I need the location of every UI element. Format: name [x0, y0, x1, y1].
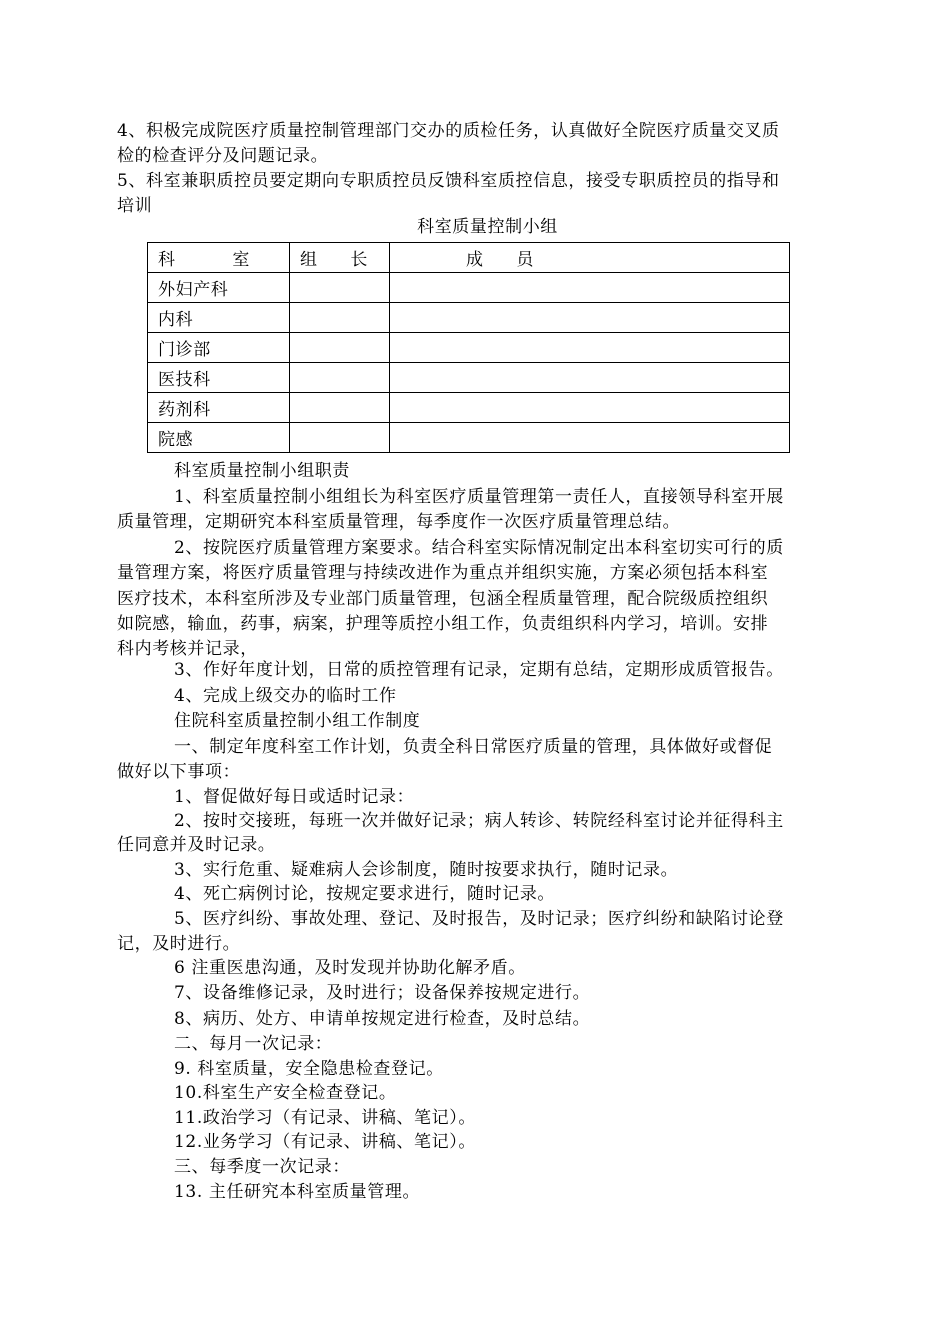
rules-line: 3、实行危重、疑难病人会诊制度，随时按要求执行，随时记录。 — [174, 860, 679, 880]
rules-line: 1、督促做好每日或适时记录： — [174, 787, 415, 807]
duties-line: 如院感，输血，药事，病案，护理等质控小组工作，负责组织科内学习，培训。安排 — [117, 614, 769, 634]
rules-line: 12.业务学习（有记录、讲稿、笔记）。 — [174, 1132, 476, 1152]
cell-department: 药剂科 — [148, 393, 290, 423]
table-row — [148, 303, 790, 333]
cell-members — [390, 333, 790, 363]
quality-control-table — [147, 242, 790, 453]
duties-line: 2、按院医疗质量管理方案要求。结合科室实际情况制定出本科室切实可行的质 — [174, 538, 784, 558]
cell-department: 院感 — [148, 423, 290, 453]
rules-line: 10.科室生产安全检查登记。 — [174, 1083, 397, 1103]
rules-line: 任同意并及时记录。 — [117, 835, 276, 855]
rules-line: 三、每季度一次记录： — [174, 1157, 350, 1177]
duties-line: 量管理方案，将医疗质量管理与持续改进作为重点并组织实施，方案必须包括本科室 — [117, 563, 769, 583]
duties-line: 医疗技术，本科室所涉及专业部门质量管理，包涵全程质量管理，配合院级质控组织 — [117, 589, 769, 609]
header-members: 成 员 — [390, 243, 790, 273]
item4-line2: 检的检查评分及问题记录。 — [117, 146, 329, 166]
rules-line: 二、每月一次记录： — [174, 1034, 333, 1054]
rules-line: 做好以下事项： — [117, 762, 241, 782]
cell-leader — [290, 273, 390, 303]
rules-line: 4、死亡病例讨论，按规定要求进行，随时记录。 — [174, 884, 556, 904]
cell-department: 内科 — [148, 303, 290, 333]
rules-title: 住院科室质量控制小组工作制度 — [174, 711, 421, 731]
rules-line: 9. 科室质量，安全隐患检查登记。 — [174, 1059, 444, 1079]
duties-line: 4、完成上级交办的临时工作 — [174, 686, 397, 706]
table-row — [148, 273, 790, 303]
table-row — [148, 423, 790, 453]
rules-line: 11.政治学习（有记录、讲稿、笔记）。 — [174, 1108, 476, 1128]
cell-leader — [290, 393, 390, 423]
cell-members — [390, 273, 790, 303]
cell-members — [390, 303, 790, 333]
cell-leader — [290, 333, 390, 363]
rules-line: 8、病历、处方、申请单按规定进行检查，及时总结。 — [174, 1009, 591, 1029]
item4-line1: 4、积极完成院医疗质量控制管理部门交办的质检任务，认真做好全院医疗质量交叉质 — [117, 121, 780, 141]
rules-line: 13. 主任研究本科室质量管理。 — [174, 1182, 421, 1202]
cell-members — [390, 423, 790, 453]
rules-line: 7、设备维修记录，及时进行；设备保养按规定进行。 — [174, 983, 591, 1003]
duties-line: 质量管理，定期研究本科室质量管理，每季度作一次医疗质量管理总结。 — [117, 512, 681, 532]
table-header-row — [148, 243, 790, 273]
cell-leader — [290, 363, 390, 393]
item5-line1: 5、科室兼职质控员要定期向专职质控员反馈科室质控信息，接受专职质控员的指导和 — [117, 171, 780, 191]
rules-line: 一、制定年度科室工作计划，负责全科日常医疗质量的管理，具体做好或督促 — [174, 737, 773, 757]
header-department: 科 室 — [148, 243, 290, 273]
table-row — [148, 363, 790, 393]
cell-department: 外妇产科 — [148, 273, 290, 303]
header-leader: 组 长 — [290, 243, 390, 273]
duties-line: 3、作好年度计划，日常的质控管理有记录，定期有总结，定期形成质管报告。 — [174, 660, 784, 680]
cell-leader — [290, 303, 390, 333]
duties-title: 科室质量控制小组职责 — [174, 461, 350, 481]
item5-line2: 培训 — [117, 196, 153, 216]
rules-line: 记，及时进行。 — [117, 934, 241, 954]
cell-leader — [290, 423, 390, 453]
table-row — [148, 393, 790, 423]
cell-department: 医技科 — [148, 363, 290, 393]
duties-line: 1、科室质量控制小组组长为科室医疗质量管理第一责任人，直接领导科室开展 — [174, 487, 784, 507]
rules-line: 5、医疗纠纷、事故处理、登记、及时报告，及时记录；医疗纠纷和缺陷讨论登 — [174, 909, 784, 929]
cell-members — [390, 363, 790, 393]
table-row — [148, 333, 790, 363]
table-caption: 科室质量控制小组 — [417, 217, 558, 237]
cell-department: 门诊部 — [148, 333, 290, 363]
duties-line: 科内考核并记录， — [117, 639, 258, 659]
cell-members — [390, 393, 790, 423]
rules-line: 2、按时交接班，每班一次并做好记录；病人转诊、转院经科室讨论并征得科主 — [174, 811, 784, 831]
rules-line: 6 注重医患沟通，及时发现并协助化解矛盾。 — [174, 958, 526, 978]
